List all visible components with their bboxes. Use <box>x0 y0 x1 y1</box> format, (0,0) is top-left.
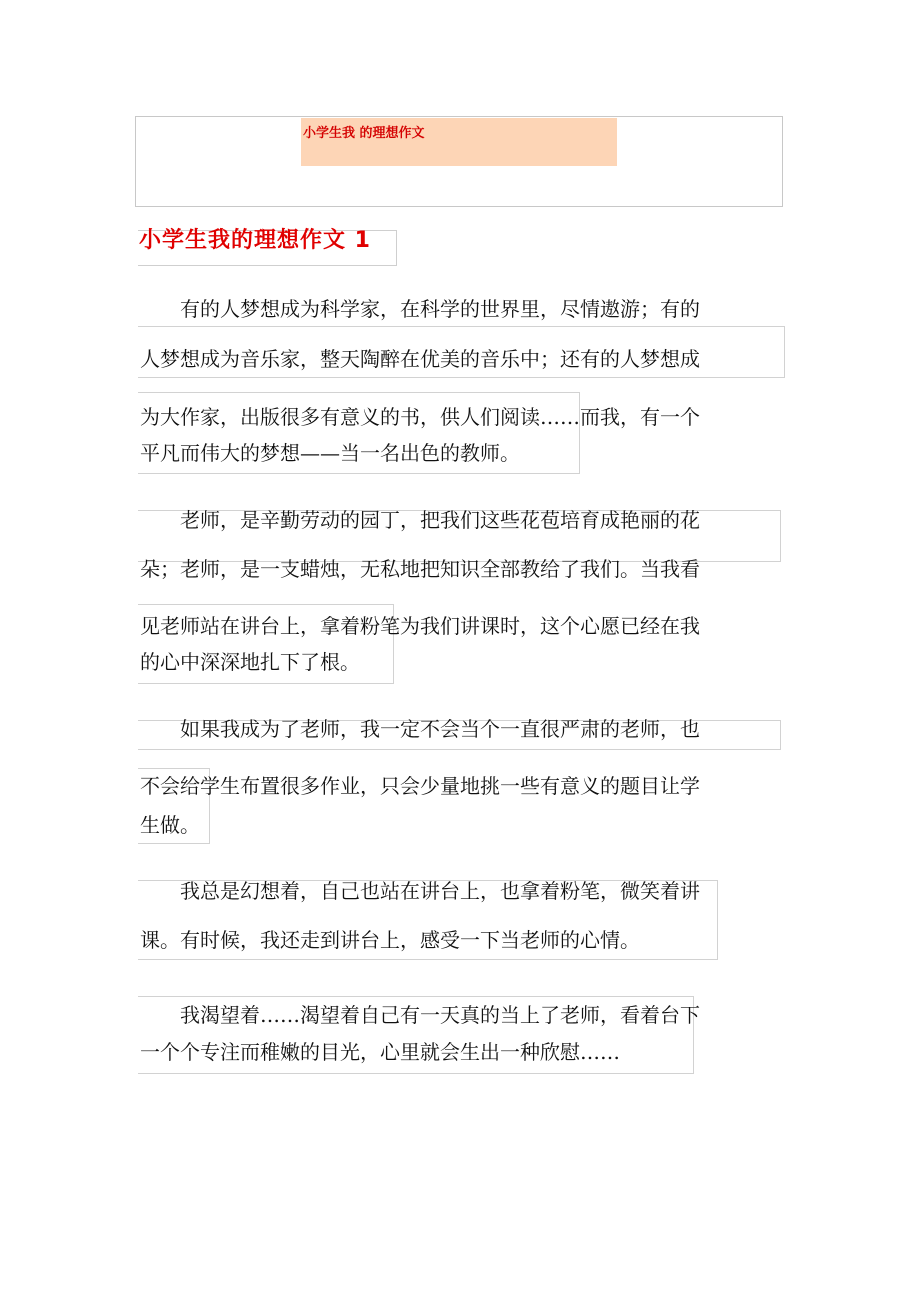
paragraph-line: 不会给学生布置很多作业，只会少量地挑一些有意义的题目让学 <box>140 774 700 798</box>
paragraph-line: 人梦想成为音乐家，整天陶醉在优美的音乐中；还有的人梦想成 <box>140 347 700 371</box>
paragraph-line: 我渴望着……渴望着自己有一天真的当上了老师，看着台下 <box>140 1003 700 1027</box>
paragraph-line: 的心中深深地扎下了根。 <box>140 650 360 674</box>
paragraph-line: 老师，是辛勤劳动的园丁，把我们这些花苞培育成艳丽的花 <box>140 508 700 532</box>
paragraph-line: 朵；老师，是一支蜡烛，无私地把知识全部教给了我们。当我看 <box>140 557 700 581</box>
header-label: 小学生我 的理想作文 <box>301 118 617 166</box>
paragraph-line: 一个个专注而稚嫩的目光，心里就会生出一种欣慰…… <box>140 1040 620 1064</box>
paragraph-line: 生做。 <box>140 813 200 837</box>
paragraph-line: 我总是幻想着，自己也站在讲台上，也拿着粉笔，微笑着讲 <box>140 879 700 903</box>
essay-title: 小学生我的理想作文 1 <box>139 228 371 253</box>
paragraph-line: 见老师站在讲台上，拿着粉笔为我们讲课时，这个心愿已经在我 <box>140 614 700 638</box>
paragraph-line: 如果我成为了老师，我一定不会当个一直很严肃的老师，也 <box>140 717 700 741</box>
paragraph-line: 有的人梦想成为科学家，在科学的世界里，尽情遨游；有的 <box>140 297 700 321</box>
paragraph-line: 平凡而伟大的梦想——当一名出色的教师。 <box>140 441 520 465</box>
paragraph-line: 为大作家，出版很多有意义的书，供人们阅读……而我，有一个 <box>140 405 700 429</box>
paragraph-line: 课。有时候，我还走到讲台上，感受一下当老师的心情。 <box>140 928 640 952</box>
